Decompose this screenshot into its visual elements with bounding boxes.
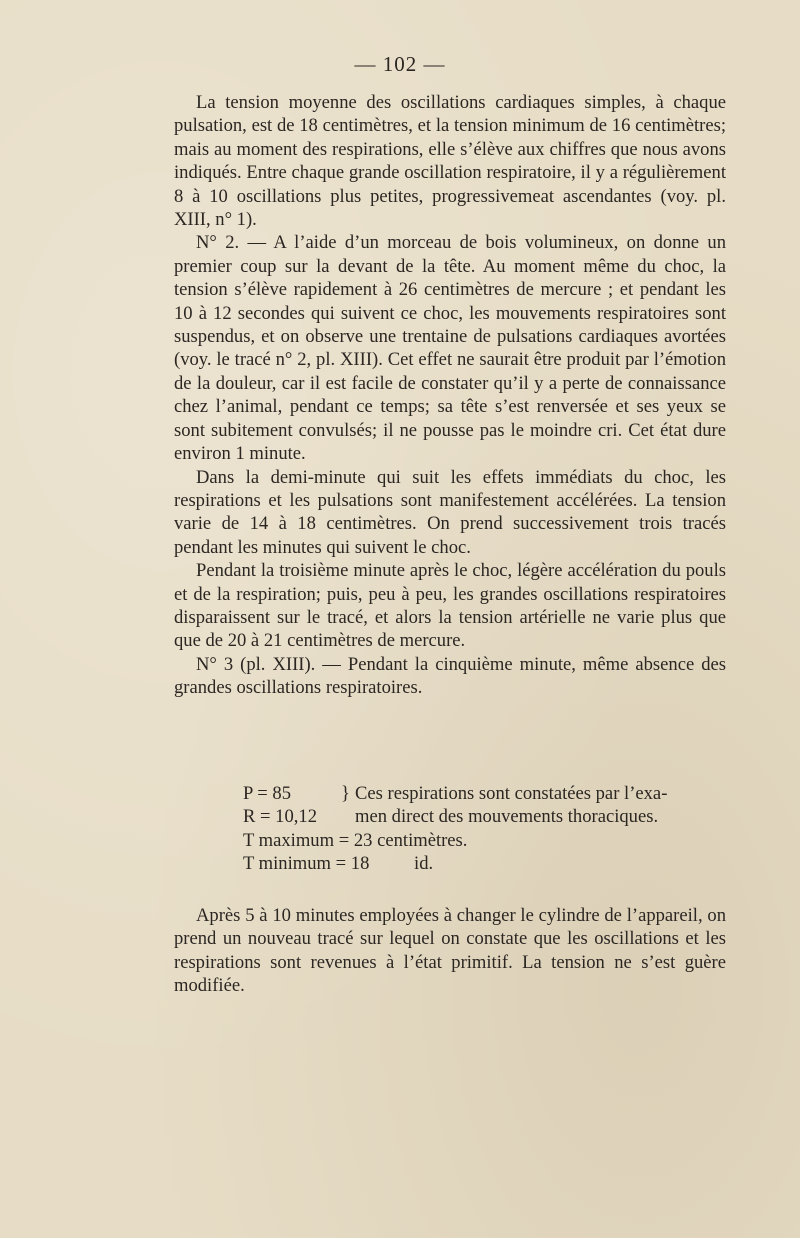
tension-min-row [243,852,723,875]
paragraph-3: Dans la demi-minute qui suit les effets immédiats du choc, les respirations et les pulsations sont manifestement accélérées. La tension varie de 14 à 18 centimètres. On prend successivement trois tracés pendant les minutes qui suivent le choc. [174,466,726,558]
tension-max: T maximum = 23 centimètres. [243,829,468,851]
paragraph-1: La tension moyenne des oscillations cardiaques simples, à chaque pulsation, est de 18 centimètres, et la tension minimum de 16 centimètres; mais au moment des respirations, elle s’élève aux chiffres que nous avons indiqués. Entre chaque grande oscillation respiratoire, il y a régulièrement 8 à 10 oscillations plus petites, progressivemeat ascendantes (voy. pl. XIII, n° 1). [174,92,726,231]
paragraph-2: N° 2. — A l’aide d’un morceau de bois volumineux, on donne un premier coup sur la devant de la tête. Au moment même du choc, la tension s’élève rapidement à 26 centimètres de mercure ; et pendant les 10 à 12 secondes qui suivent ce choc, les mouvements respiratoires sont suspendus, et on observe une trentaine de pulsations cardiaques avortées (voy. le tracé n° 2, pl. XIII). Cet effet ne saurait être produit par l’émotion de la douleur, car il est facile de constater qu’il y a perte de connaissance chez l’animal, pendant ce temps; sa tête s’est renversée et ses yeux se sont subitement convulsés; il ne pousse pas le moindre cri. Cet état dure environ 1 minute. [174,232,726,465]
pulse-value: P = 85 [243,783,292,804]
brace: } [341,783,350,804]
tension-min: T minimum = 18 [243,853,370,875]
respiration-value: R = 10,12 [243,806,318,828]
formula-row-p [243,782,723,805]
body-text [174,91,726,700]
paragraph-final: Après 5 à 10 minutes employées à changer le cylindre de l’appareil, on prend un nouveau tracé sur lequel on constate que les oscillations et les respirations sont revenues à l’état primitif. La tension ne s’est guère modifiée. [174,905,726,997]
formula-row-r [243,805,723,828]
paragraph-5: N° 3 (pl. XIII). — Pendant la cinquième minute, même absence des grandes oscillations respiratoires. [174,653,726,699]
page-number: — 102 — [354,52,446,76]
measurement-block [243,782,723,876]
note-line-2: men direct des mouvements thoraciques. [355,806,659,828]
tension-min-id: id. [414,853,434,875]
final-text [174,904,726,998]
paragraph-4: Pendant la troisième minute après le choc, légère accélération du pouls et de la respiration; puis, peu à peu, les grandes oscillations respiratoires disparaissent sur le tracé, et alors la tension artérielle ne varie plus que que de 20 à 21 centimètres de mercure. [174,560,726,652]
note-line-1: Ces respirations sont constatées par l’exa- [355,783,668,804]
